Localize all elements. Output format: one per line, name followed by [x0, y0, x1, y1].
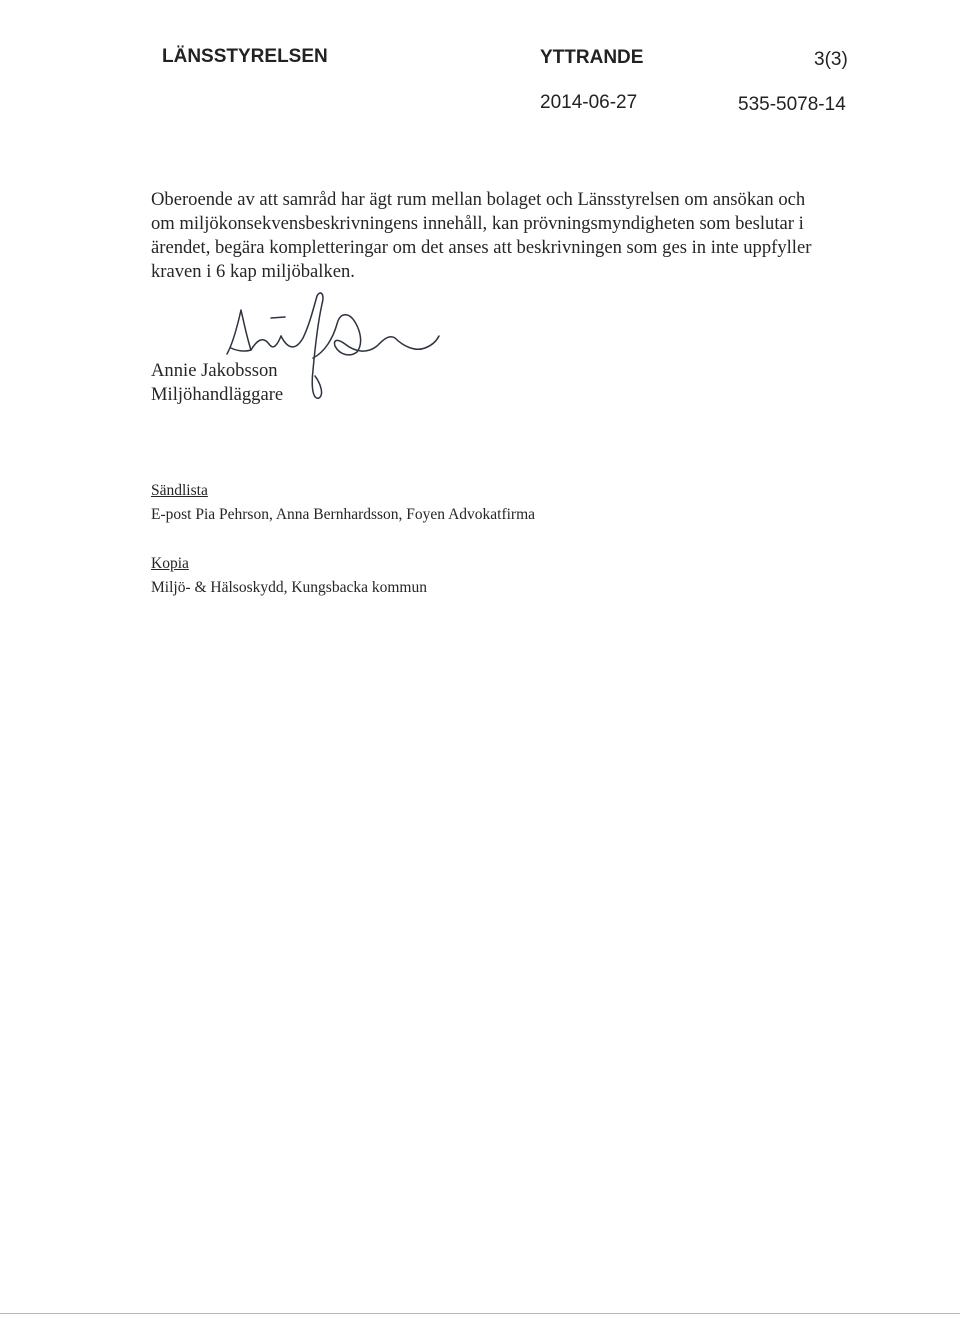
distribution-heading: Sändlista: [151, 482, 208, 499]
page-number: 3(3): [814, 49, 848, 70]
authority-name: LÄNSSTYRELSEN: [162, 46, 328, 67]
document-date: 2014-06-27: [540, 92, 638, 113]
body-paragraph: [151, 188, 851, 284]
copy-heading: Kopia: [151, 555, 189, 572]
body-line: Oberoende av att samråd har ägt rum mellan bolaget och Länsstyrelsen om ansökan och: [151, 189, 806, 210]
signatory-name: Annie Jakobsson: [151, 360, 278, 381]
reference-number: 535-5078-14: [738, 94, 846, 115]
bottom-divider: [0, 1313, 960, 1314]
document-type: YTTRANDE: [540, 47, 644, 68]
distribution-recipients: E-post Pia Pehrson, Anna Bernhardsson, Foyen Advokatfirma: [151, 506, 536, 523]
copy-recipients: Miljö- & Hälsoskydd, Kungsbacka kommun: [151, 579, 427, 596]
body-line: om miljökonsekvensbeskrivningens innehåll, kan prövningsmyndigheten som beslutar i: [151, 213, 804, 234]
body-line: kraven i 6 kap miljöbalken.: [151, 261, 355, 282]
body-line: ärendet, begära kompletteringar om det anses att beskrivningen som ges in inte uppfyller: [151, 237, 812, 258]
signatory-title: Miljöhandläggare: [151, 384, 284, 405]
